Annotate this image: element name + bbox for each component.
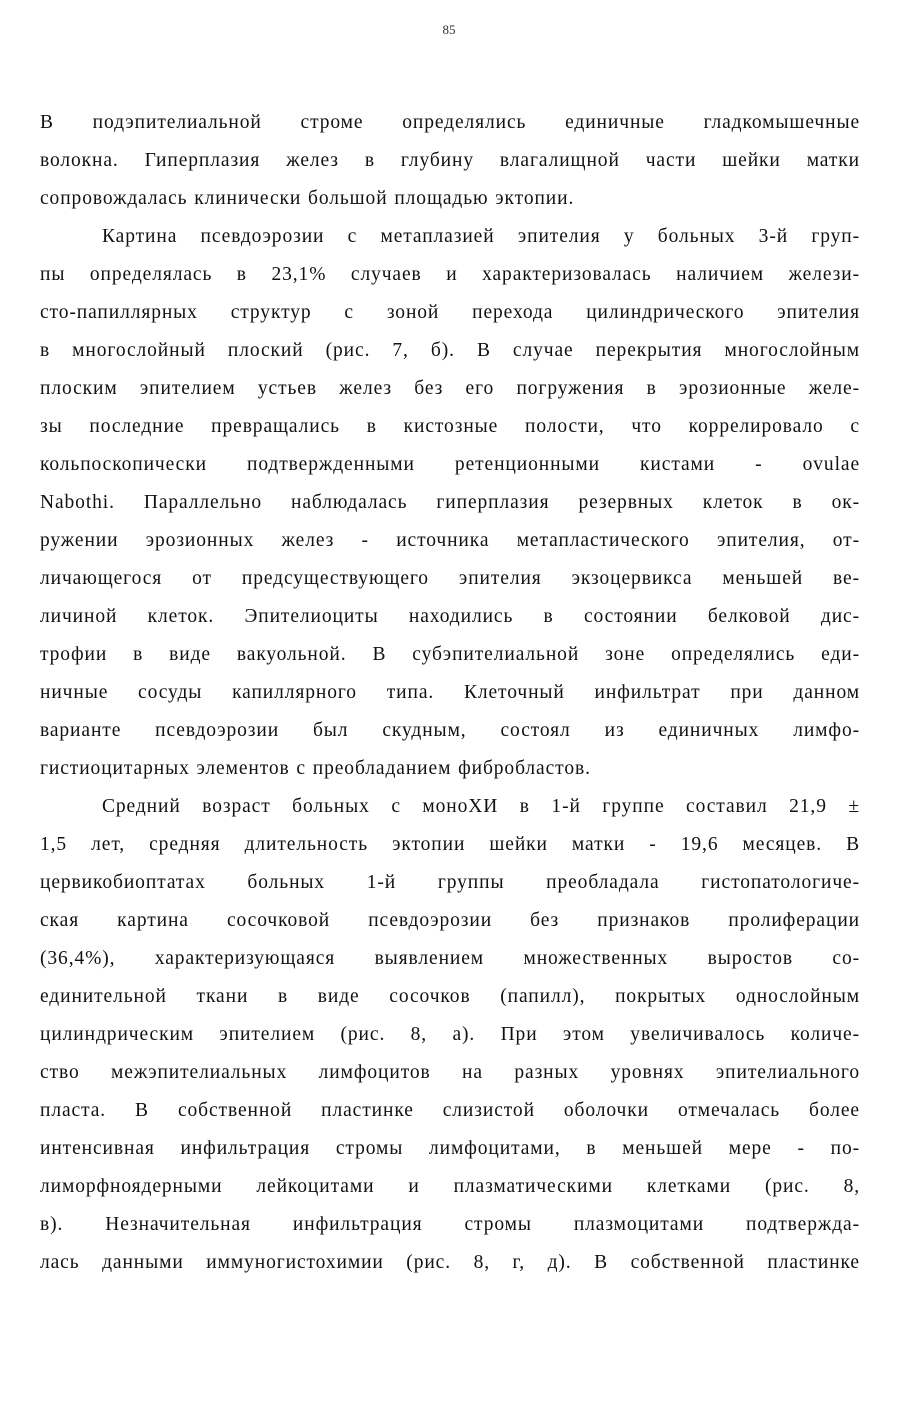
text-line: трофии в виде вакуольной. В субэпителиальной зоне определялись еди- xyxy=(40,644,860,665)
text-line: плоским эпителием устьев желез без его погружения в эрозионные желе- xyxy=(40,378,860,399)
text-line: Средний возраст больных с моноХИ в 1-й группе составил 21,9 ± xyxy=(102,796,860,817)
body-text xyxy=(40,104,860,1282)
text-line: варианте псевдоэрозии был скудным, состоял из единичных лимфо- xyxy=(40,720,860,741)
text-line: единительной ткани в виде сосочков (папилл), покрытых однослойным xyxy=(40,986,860,1007)
text-line: личиной клеток. Эпителиоциты находились в состоянии белковой дис- xyxy=(40,606,860,627)
text-line: пласта. В собственной пластинке слизистой оболочки отмечалась более xyxy=(40,1100,860,1121)
text-line: ство межэпителиальных лимфоцитов на разных уровнях эпителиального xyxy=(40,1062,860,1083)
text-line: Nabothi. Параллельно наблюдалась гиперплазия резервных клеток в ок- xyxy=(40,492,860,513)
text-line: 1,5 лет, средняя длительность эктопии шейки матки - 19,6 месяцев. В xyxy=(40,834,860,855)
text-line: ничные сосуды капиллярного типа. Клеточный инфильтрат при данном xyxy=(40,682,860,703)
text-line: зы последние превращались в кистозные полости, что коррелировало с xyxy=(40,416,860,437)
text-line: Картина псевдоэрозии с метаплазией эпителия у больных 3-й груп- xyxy=(102,226,860,247)
text-line: интенсивная инфильтрация стромы лимфоцитами, в меньшей мере - по- xyxy=(40,1138,860,1159)
text-line: цервикобиоптатах больных 1-й группы преобладала гистопатологиче- xyxy=(40,872,860,893)
text-line: цилиндрическим эпителием (рис. 8, а). При этом увеличивалось количе- xyxy=(40,1024,860,1045)
text-line: сто-папиллярных структур с зоной перехода цилиндрического эпителия xyxy=(40,302,860,323)
text-line: пы определялась в 23,1% случаев и характеризовалась наличием желези- xyxy=(40,264,860,285)
page-number: 85 xyxy=(442,22,456,37)
text-line: (36,4%), характеризующаяся выявлением множественных выростов со- xyxy=(40,948,860,969)
text-line: лиморфноядерными лейкоцитами и плазматическими клетками (рис. 8, xyxy=(40,1176,860,1197)
text-line: в). Незначительная инфильтрация стромы плазмоцитами подтвержда- xyxy=(40,1214,860,1235)
text-line: сопровождалась клинически большой площадью эктопии. xyxy=(40,188,575,209)
text-line: в многослойный плоский (рис. 7, б). В случае перекрытия многослойным xyxy=(40,340,860,361)
text-line: ружении эрозионных желез - источника метапластического эпителия, от- xyxy=(40,530,860,551)
text-line: кольпоскопически подтвержденными ретенционными кистами - ovulae xyxy=(40,454,860,475)
text-line: В подэпителиальной строме определялись единичные гладкомышечные xyxy=(40,112,860,133)
text-line: личающегося от предсуществующего эпителия экзоцервикса меньшей ве- xyxy=(40,568,860,589)
text-line: лась данными иммуногистохимии (рис. 8, г, д). В собственной пластинке xyxy=(40,1252,860,1273)
text-line: гистиоцитарных элементов с преобладанием фибробластов. xyxy=(40,758,591,779)
text-line: волокна. Гиперплазия желез в глубину влагалищной части шейки матки xyxy=(40,150,860,171)
text-line: ская картина сосочковой псевдоэрозии без признаков пролиферации xyxy=(40,910,860,931)
